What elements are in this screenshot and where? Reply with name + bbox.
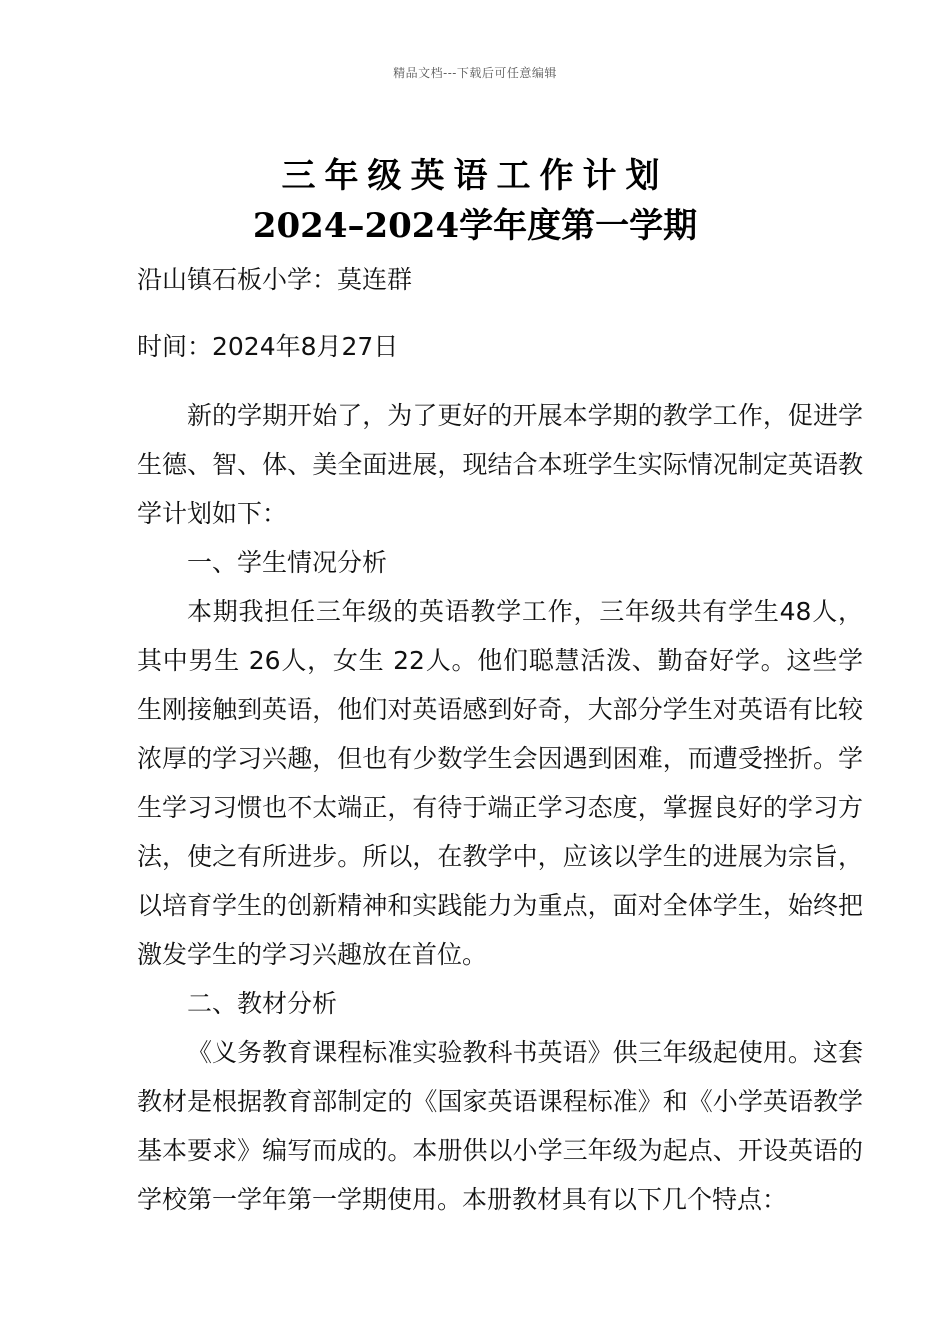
document-subtitle: 2024–2024学年度第一学期	[252, 206, 698, 246]
document-title: 三年级英语工作计划	[281, 156, 669, 196]
intro-paragraph: 新的学期开始了，为了更好的开展本学期的教学工作，促进学生德、智、体、美全面进展，现结合本班学生实际情况制定英语教学计划如下：	[137, 401, 863, 528]
author-line: 沿山镇石板小学：莫连群	[137, 265, 413, 294]
page-header-note: 精品文档---下载后可任意编辑	[393, 66, 557, 80]
document-body	[137, 255, 863, 1224]
section-heading-textbook-analysis: 二、教材分析	[187, 989, 338, 1018]
student-analysis-paragraph: 本期我担任三年级的英语教学工作，三年级共有学生48人，其中男生 26人，女生 22人。他们聪慧活泼、勤奋好学。这些学生刚接触到英语，他们对英语感到好奇，大部分学生对英语有比较浓厚的学习兴趣，但也有少数学生会因遇到困难，而遭受挫折。学生学习习惯也不太端正，有待于端正学习态度，掌握良好的学习方法，使之有所进步。所以，在教学中，应该以学生的进展为宗旨，以培育学生的创新精神和实践能力为重点，面对全体学生，始终把激发学生的学习兴趣放在首位。	[137, 597, 863, 969]
section-heading-student-analysis: 一、学生情况分析	[187, 548, 388, 577]
textbook-analysis-paragraph: 《义务教育课程标准实验教科书英语》供三年级起使用。这套教材是根据教育部制定的《国家英语课程标准》和《小学英语教学基本要求》编写而成的。本册供以小学三年级为起点、开设英语的学校第一学年第一学期使用。本册教材具有以下几个特点：	[137, 1038, 863, 1214]
date-line: 时间：2024年8月27日	[137, 332, 399, 361]
